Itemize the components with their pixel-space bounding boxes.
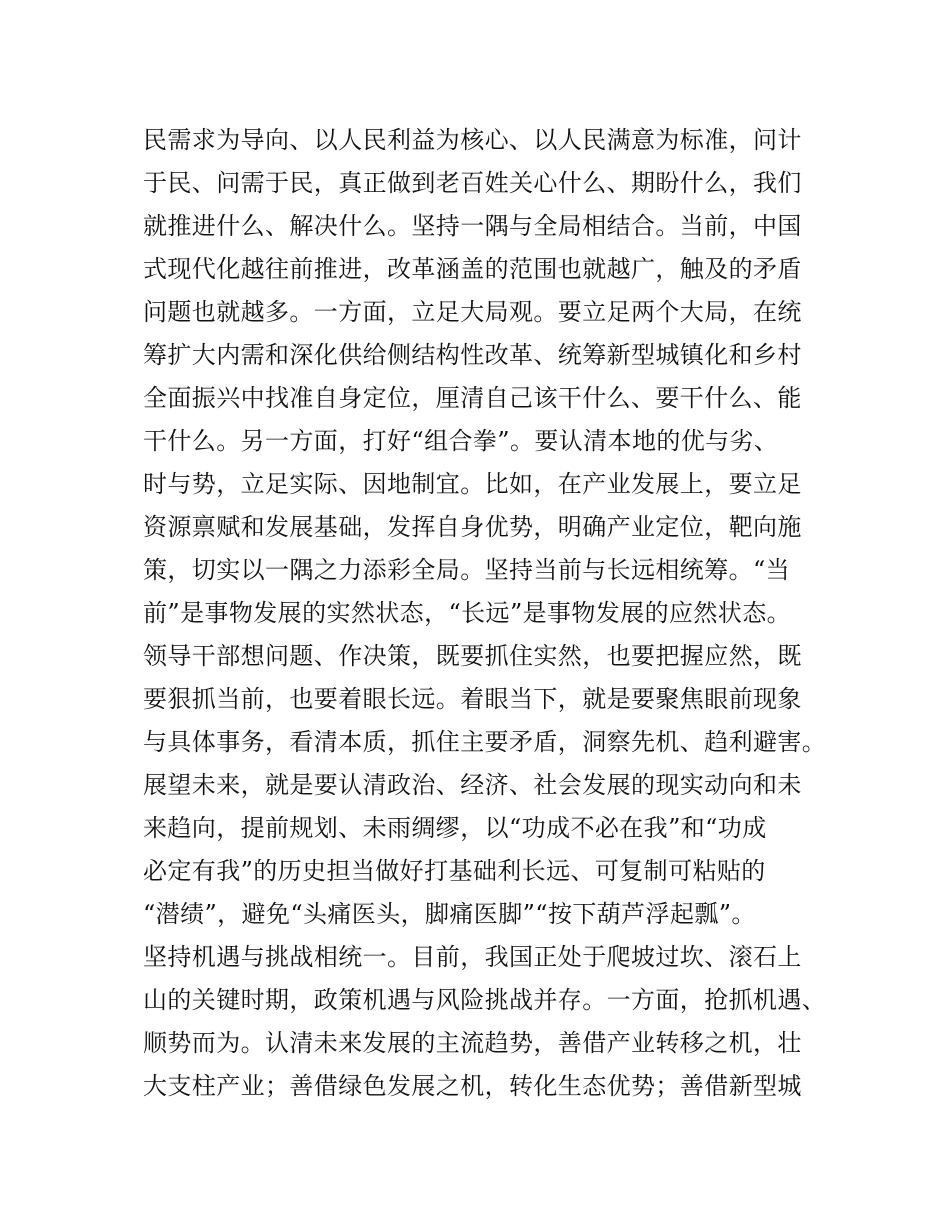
text-line: 顺势而为。认清未来发展的主流趋势，善借产业转移之机，壮 (143, 1029, 802, 1057)
text-line: 民需求为导向、以人民利益为核心、以人民满意为标准，问计 (143, 126, 802, 154)
text-line: 要狠抓当前，也要着眼长远。着眼当下，就是要聚焦眼前现象 (143, 685, 802, 713)
text-line: 问题也就越多。一方面，立足大局观。要立足两个大局，在统 (143, 298, 802, 326)
text-line: 大支柱产业；善借绿色发展之机，转化生态优势；善借新型城 (143, 1072, 802, 1100)
text-line: 策，切实以一隅之力添彩全局。坚持当前与长远相统筹。“当 (143, 556, 791, 584)
body-text (143, 119, 833, 1108)
text-line: 展望未来，就是要认清政治、经济、社会发展的现实动向和未 (143, 771, 802, 799)
text-line: 必定有我”的历史担当做好打基础利长远、可复制可粘贴的 (143, 857, 766, 885)
text-line: 筹扩大内需和深化供给侧结构性改革、统筹新型城镇化和乡村 (143, 341, 802, 369)
text-line: 与具体事务，看清本质，抓住主要矛盾，洞察先机、趋利避害。 (143, 728, 827, 756)
text-line: 时与势，立足实际、因地制宜。比如，在产业发展上，要立足 (143, 470, 802, 498)
text-line: “潜绩”，避免“头痛医头，脚痛医脚”“按下葫芦浮起瓢”。 (143, 900, 756, 928)
text-line: 式现代化越往前推进，改革涵盖的范围也就越广，触及的矛盾 (143, 255, 802, 283)
text-line: 坚持机遇与挑战相统一。目前，我国正处于爬坡过坎、滚石上 (143, 943, 802, 971)
text-line: 全面振兴中找准自身定位，厘清自己该干什么、要干什么、能 (143, 384, 802, 412)
text-line: 山的关键时期，政策机遇与风险挑战并存。一方面，抢抓机遇、 (143, 986, 827, 1014)
text-line: 来趋向，提前规划、未雨绸缪，以“功成不必在我”和“功成 (143, 814, 767, 842)
text-line: 领导干部想问题、作决策，既要抓住实然，也要把握应然，既 (143, 642, 802, 670)
text-line: 资源禀赋和发展基础，发挥自身优势，明确产业定位，靶向施 (143, 513, 802, 541)
text-line: 就推进什么、解决什么。坚持一隅与全局相结合。当前，中国 (143, 212, 802, 240)
text-line: 干什么。另一方面，打好“组合拳”。要认清本地的优与劣、 (143, 427, 779, 455)
text-line: 于民、问需于民，真正做到老百姓关心什么、期盼什么，我们 (143, 169, 802, 197)
text-line: 前”是事物发展的实然状态，“长远”是事物发展的应然状态。 (143, 599, 792, 627)
